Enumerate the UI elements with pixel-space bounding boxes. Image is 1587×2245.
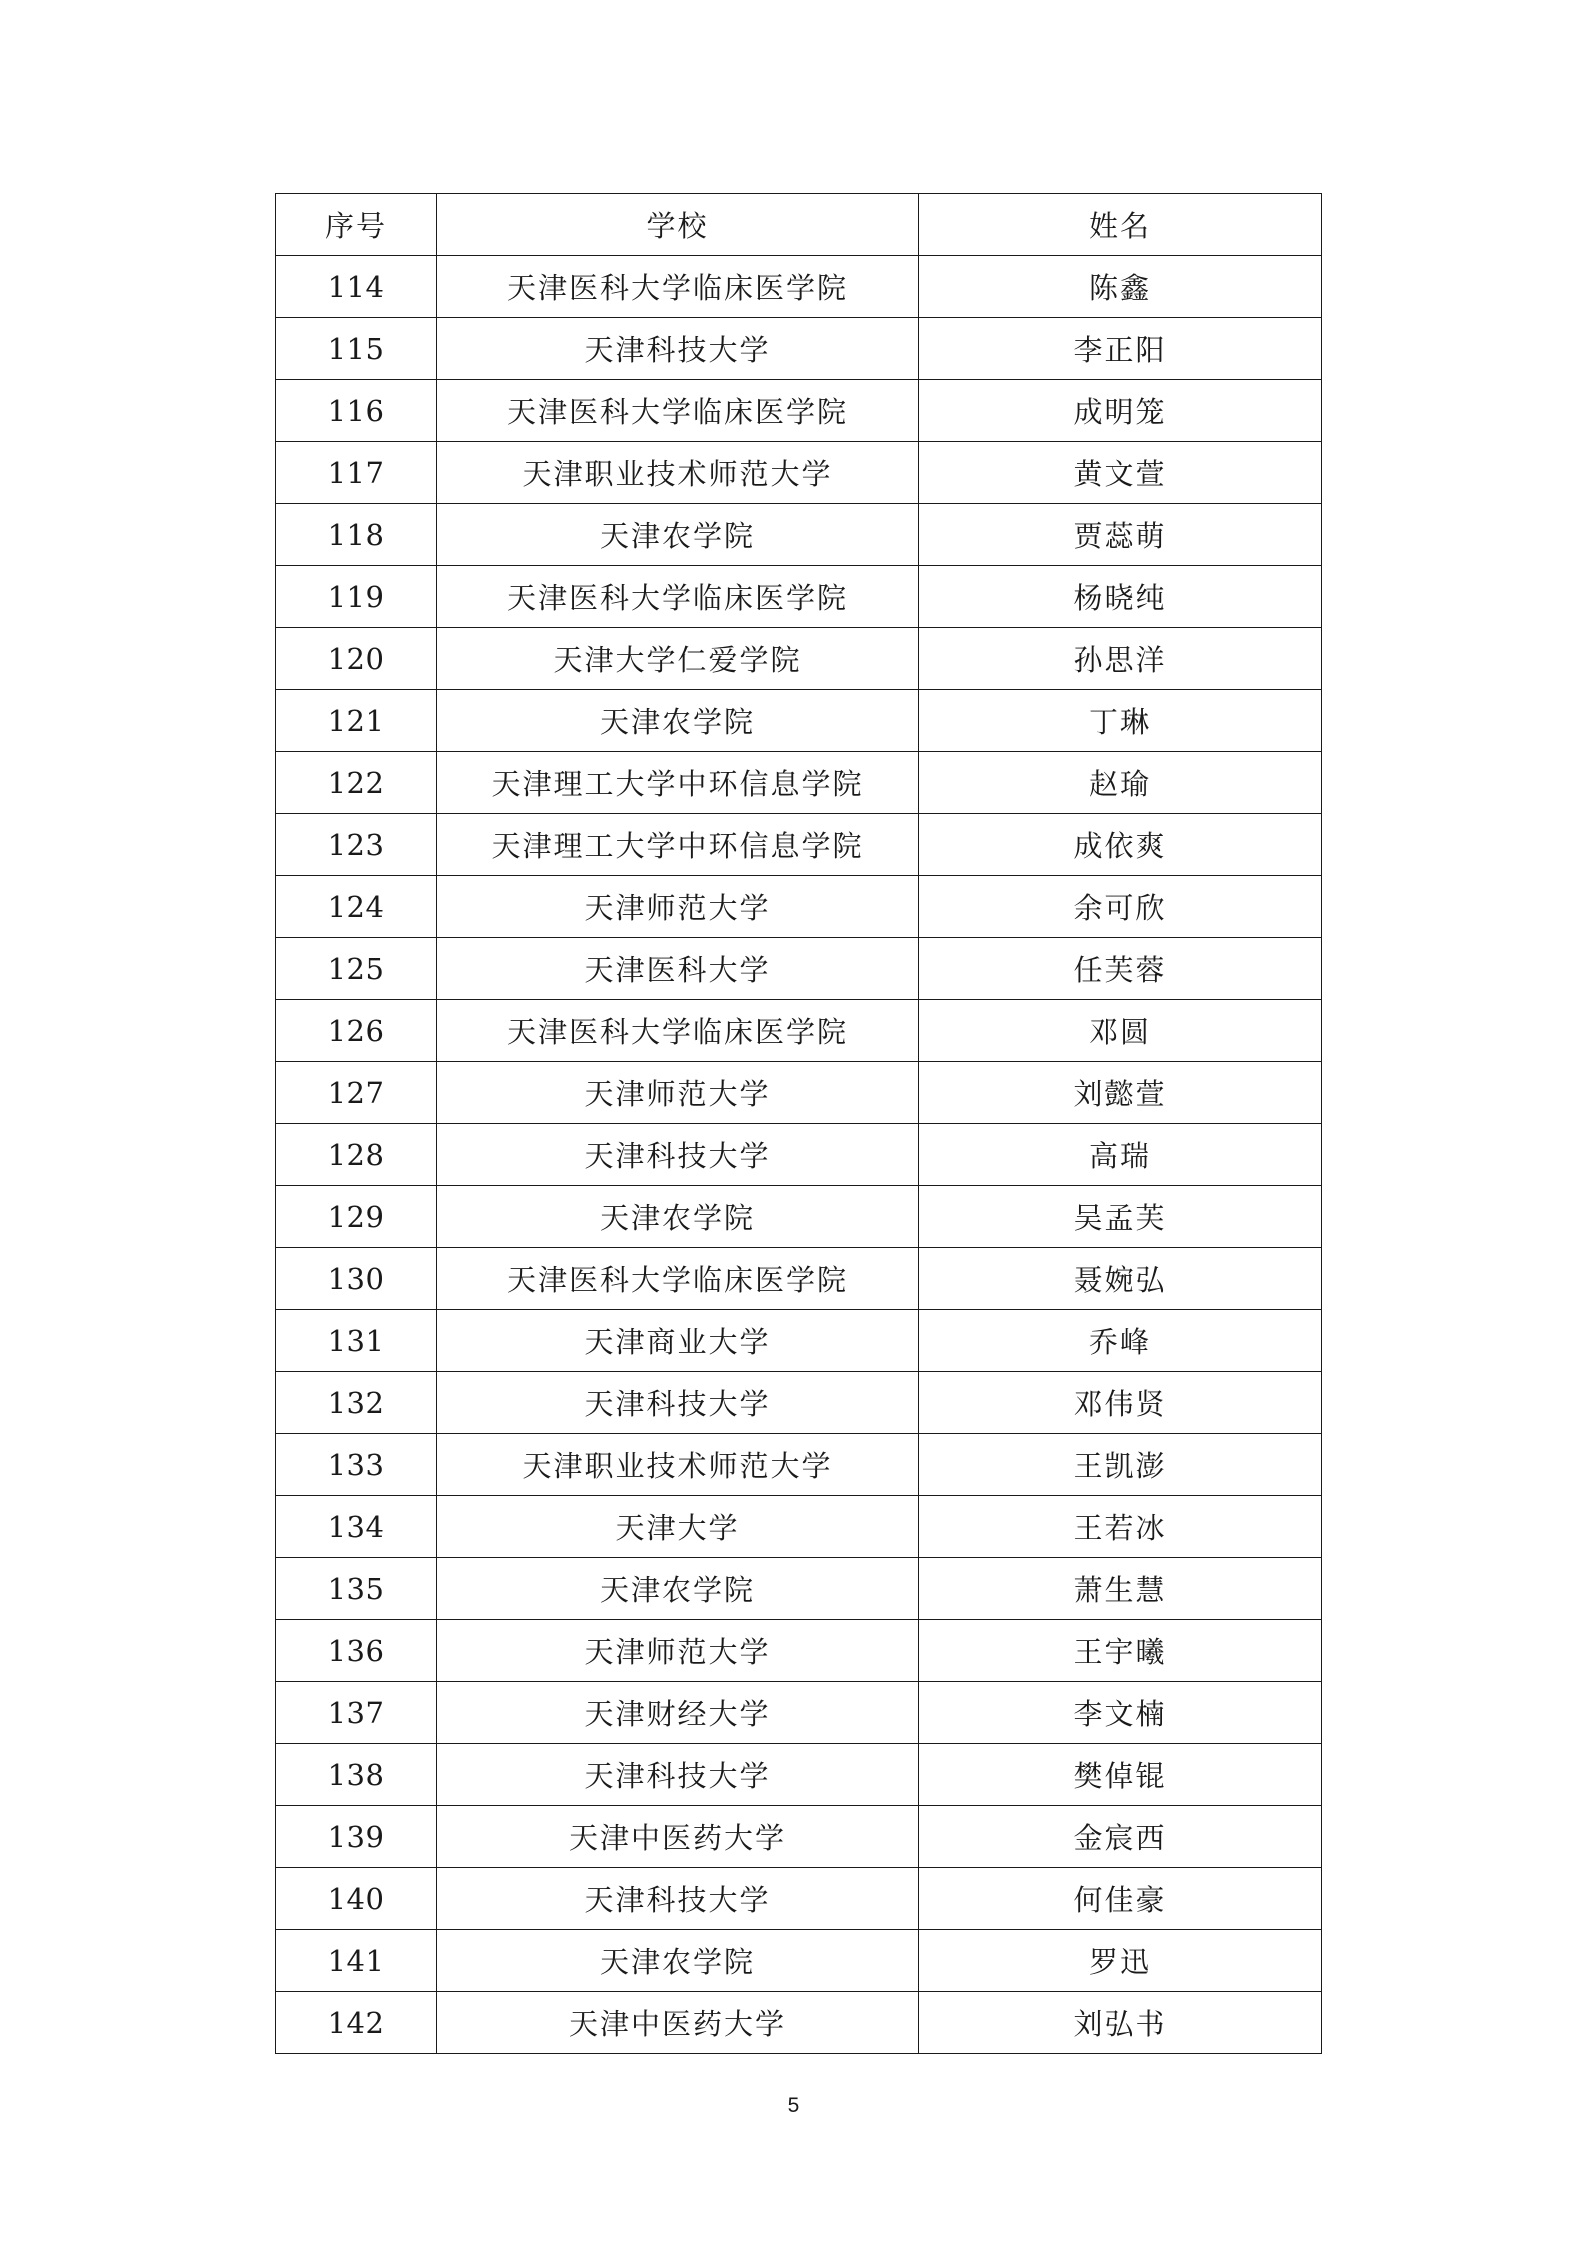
table-row <box>276 1744 1322 1806</box>
cell-school: 天津师范大学 <box>437 876 919 938</box>
cell-serial-number: 134 <box>276 1496 437 1558</box>
cell-serial-number: 136 <box>276 1620 437 1682</box>
cell-name: 刘懿萱 <box>919 1062 1322 1124</box>
cell-serial-number: 133 <box>276 1434 437 1496</box>
cell-name: 乔峰 <box>919 1310 1322 1372</box>
table-row <box>276 1000 1322 1062</box>
cell-serial-number: 121 <box>276 690 437 752</box>
table-row <box>276 1868 1322 1930</box>
cell-school: 天津医科大学临床医学院 <box>437 256 919 318</box>
cell-school: 天津师范大学 <box>437 1620 919 1682</box>
cell-school: 天津医科大学临床医学院 <box>437 566 919 628</box>
cell-name: 孙思洋 <box>919 628 1322 690</box>
table-row <box>276 1620 1322 1682</box>
cell-name: 李正阳 <box>919 318 1322 380</box>
cell-school: 天津中医药大学 <box>437 1806 919 1868</box>
cell-school: 天津财经大学 <box>437 1682 919 1744</box>
cell-name: 高瑞 <box>919 1124 1322 1186</box>
cell-serial-number: 127 <box>276 1062 437 1124</box>
table-row <box>276 814 1322 876</box>
cell-name: 萧生慧 <box>919 1558 1322 1620</box>
cell-school: 天津医科大学临床医学院 <box>437 380 919 442</box>
cell-serial-number: 119 <box>276 566 437 628</box>
cell-school: 天津理工大学中环信息学院 <box>437 814 919 876</box>
table-row <box>276 1434 1322 1496</box>
cell-school: 天津商业大学 <box>437 1310 919 1372</box>
table-body <box>276 256 1322 2054</box>
cell-name: 何佳豪 <box>919 1868 1322 1930</box>
table-row <box>276 1930 1322 1992</box>
cell-school: 天津农学院 <box>437 1558 919 1620</box>
cell-serial-number: 140 <box>276 1868 437 1930</box>
cell-serial-number: 116 <box>276 380 437 442</box>
table-row <box>276 1186 1322 1248</box>
table-row <box>276 1062 1322 1124</box>
table-row <box>276 442 1322 504</box>
header-name: 姓名 <box>919 194 1322 256</box>
table-row <box>276 628 1322 690</box>
cell-serial-number: 126 <box>276 1000 437 1062</box>
cell-school: 天津农学院 <box>437 690 919 752</box>
cell-name: 罗迅 <box>919 1930 1322 1992</box>
table-row <box>276 1496 1322 1558</box>
cell-school: 天津医科大学 <box>437 938 919 1000</box>
cell-school: 天津医科大学临床医学院 <box>437 1248 919 1310</box>
cell-school: 天津科技大学 <box>437 1744 919 1806</box>
cell-school: 天津科技大学 <box>437 1868 919 1930</box>
cell-school: 天津农学院 <box>437 1186 919 1248</box>
cell-serial-number: 130 <box>276 1248 437 1310</box>
cell-school: 天津农学院 <box>437 504 919 566</box>
table-row <box>276 380 1322 442</box>
cell-school: 天津科技大学 <box>437 1124 919 1186</box>
cell-school: 天津理工大学中环信息学院 <box>437 752 919 814</box>
table-row <box>276 566 1322 628</box>
table-header-row <box>276 194 1322 256</box>
cell-name: 成明笼 <box>919 380 1322 442</box>
cell-serial-number: 120 <box>276 628 437 690</box>
cell-serial-number: 135 <box>276 1558 437 1620</box>
cell-name: 邓伟贤 <box>919 1372 1322 1434</box>
cell-serial-number: 137 <box>276 1682 437 1744</box>
cell-serial-number: 138 <box>276 1744 437 1806</box>
cell-school: 天津科技大学 <box>437 318 919 380</box>
cell-name: 任芙蓉 <box>919 938 1322 1000</box>
cell-school: 天津师范大学 <box>437 1062 919 1124</box>
cell-name: 丁琳 <box>919 690 1322 752</box>
cell-serial-number: 139 <box>276 1806 437 1868</box>
header-school: 学校 <box>437 194 919 256</box>
cell-serial-number: 123 <box>276 814 437 876</box>
table-row <box>276 256 1322 318</box>
cell-serial-number: 118 <box>276 504 437 566</box>
table-row <box>276 1248 1322 1310</box>
table-row <box>276 1372 1322 1434</box>
cell-serial-number: 142 <box>276 1992 437 2054</box>
cell-name: 赵瑜 <box>919 752 1322 814</box>
table-row <box>276 504 1322 566</box>
cell-name: 聂婉弘 <box>919 1248 1322 1310</box>
table-row <box>276 1682 1322 1744</box>
cell-name: 金宸西 <box>919 1806 1322 1868</box>
cell-name: 杨晓纯 <box>919 566 1322 628</box>
table-row <box>276 690 1322 752</box>
table-row <box>276 1124 1322 1186</box>
cell-school: 天津医科大学临床医学院 <box>437 1000 919 1062</box>
table-row <box>276 1806 1322 1868</box>
cell-name: 王凯澎 <box>919 1434 1322 1496</box>
table-row <box>276 938 1322 1000</box>
table-row <box>276 752 1322 814</box>
cell-school: 天津农学院 <box>437 1930 919 1992</box>
cell-name: 李文楠 <box>919 1682 1322 1744</box>
table-row <box>276 1558 1322 1620</box>
cell-school: 天津大学 <box>437 1496 919 1558</box>
cell-serial-number: 115 <box>276 318 437 380</box>
cell-name: 刘弘书 <box>919 1992 1322 2054</box>
table-row <box>276 876 1322 938</box>
cell-name: 余可欣 <box>919 876 1322 938</box>
cell-serial-number: 122 <box>276 752 437 814</box>
cell-name: 成依爽 <box>919 814 1322 876</box>
cell-school: 天津职业技术师范大学 <box>437 442 919 504</box>
cell-name: 樊倬锟 <box>919 1744 1322 1806</box>
cell-name: 黄文萱 <box>919 442 1322 504</box>
cell-school: 天津科技大学 <box>437 1372 919 1434</box>
cell-name: 吴孟芙 <box>919 1186 1322 1248</box>
cell-school: 天津大学仁爱学院 <box>437 628 919 690</box>
cell-name: 陈鑫 <box>919 256 1322 318</box>
cell-name: 王宇曦 <box>919 1620 1322 1682</box>
cell-name: 邓圆 <box>919 1000 1322 1062</box>
cell-serial-number: 117 <box>276 442 437 504</box>
cell-serial-number: 141 <box>276 1930 437 1992</box>
roster-table <box>275 193 1322 2054</box>
cell-serial-number: 114 <box>276 256 437 318</box>
page-number: 5 <box>787 2094 800 2117</box>
cell-name: 贾蕊萌 <box>919 504 1322 566</box>
header-serial-number: 序号 <box>276 194 437 256</box>
cell-name: 王若冰 <box>919 1496 1322 1558</box>
table-row <box>276 318 1322 380</box>
cell-serial-number: 132 <box>276 1372 437 1434</box>
table-row <box>276 1992 1322 2054</box>
cell-serial-number: 125 <box>276 938 437 1000</box>
cell-serial-number: 124 <box>276 876 437 938</box>
cell-school: 天津职业技术师范大学 <box>437 1434 919 1496</box>
table-row <box>276 1310 1322 1372</box>
cell-serial-number: 129 <box>276 1186 437 1248</box>
cell-serial-number: 128 <box>276 1124 437 1186</box>
cell-serial-number: 131 <box>276 1310 437 1372</box>
cell-school: 天津中医药大学 <box>437 1992 919 2054</box>
